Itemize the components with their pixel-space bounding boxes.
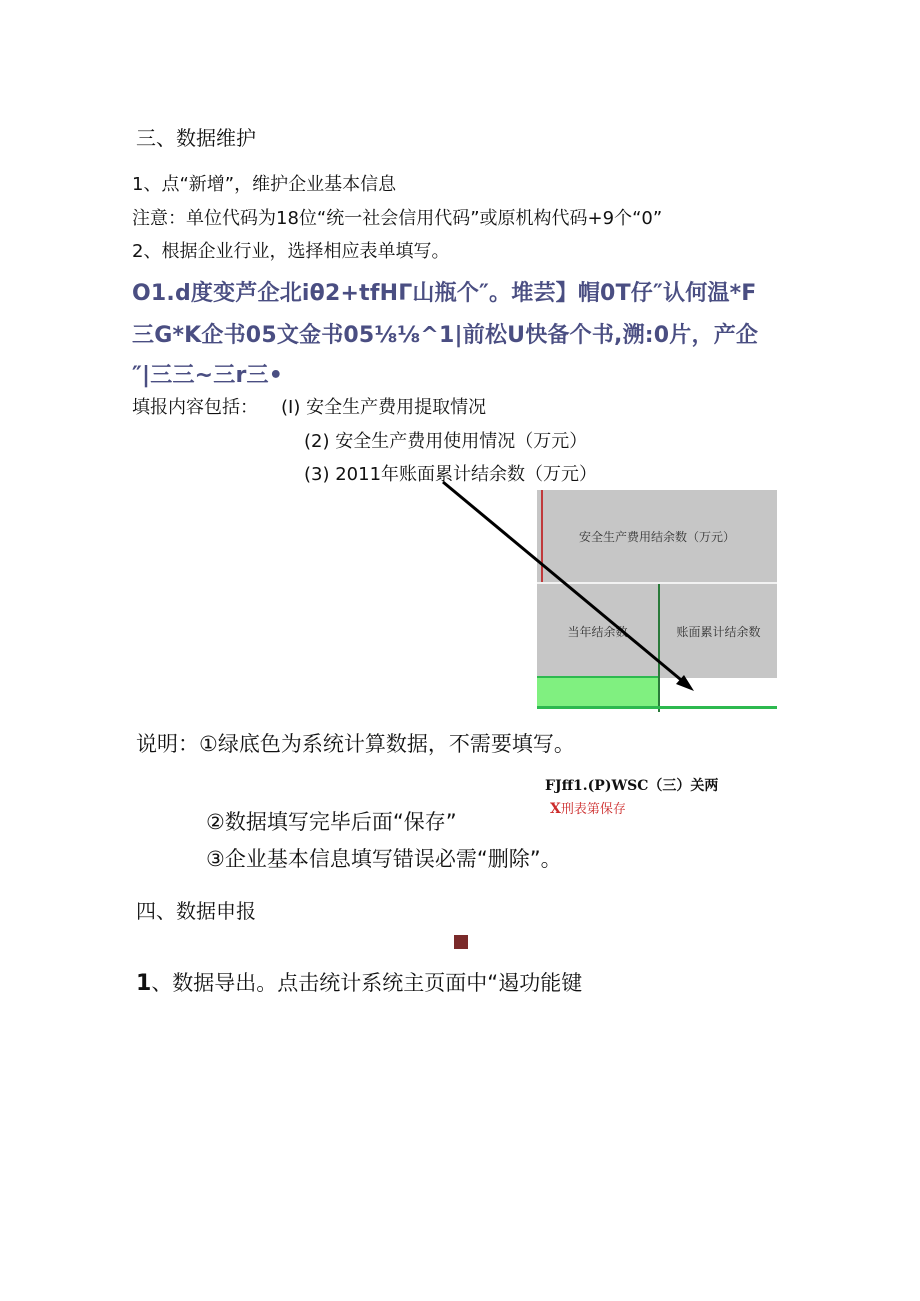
fill-item-2: (2) 安全生产费用使用情况（万元）	[304, 431, 588, 452]
s4-step-1	[136, 967, 582, 997]
col-current-year-label: 当年结余数	[567, 624, 628, 639]
s4-step-1-num: 1	[136, 971, 152, 996]
explain-line-2: ②数据填写完毕后面“保存”	[206, 810, 457, 834]
fill-item-3: (3) 2011年账面累计结余数（万元）	[304, 464, 598, 485]
fill-label: 填报内容包括：	[132, 397, 258, 418]
garbled-line-2: 三G*K企书05文金书05⅛⅛^1|前松U快备个书,溯:0片，产企	[132, 323, 759, 348]
s4-step-1-text: 、数据导出。点击统计系统主页面中“遏功能键	[151, 971, 583, 995]
section-title: 三、数据维护	[136, 126, 256, 150]
section-title-4: 四、数据申报	[136, 899, 256, 923]
side-note-save: 刑表第保存	[560, 802, 626, 817]
note-text: 注意：单位代码为18位“统一社会信用代码”或原机构代码+9个“0”	[132, 208, 663, 229]
explain-line-3: ③企业基本信息填写错误必需“删除”。	[206, 847, 562, 871]
header-cell-label: 安全生产费用结余数（万元）	[578, 529, 735, 544]
garbled-line-1: O1.d度变芦企北iθ2+tfHΓ山瓶个″。堆芸】帽0T仔″认何温*F	[132, 281, 757, 306]
fill-item-1: (I) 安全生产费用提取情况	[281, 397, 487, 418]
side-note-2	[550, 798, 626, 817]
step-2: 2、根据企业行业，选择相应表单填写。	[132, 241, 450, 262]
col-book-total-label: 账面累计结余数	[676, 624, 761, 639]
bullet-icon	[454, 935, 468, 949]
side-note-x: X	[550, 801, 561, 817]
side-note-1: FJff1.(P)WSC（三）关两	[545, 778, 719, 794]
explain-line-1: 说明：①绿底色为系统计算数据，不需要填写。	[136, 732, 575, 756]
step-1: 1、点“新增”，维护企业基本信息	[132, 174, 397, 195]
garbled-line-3: ″|三三~三r三•	[132, 363, 284, 388]
